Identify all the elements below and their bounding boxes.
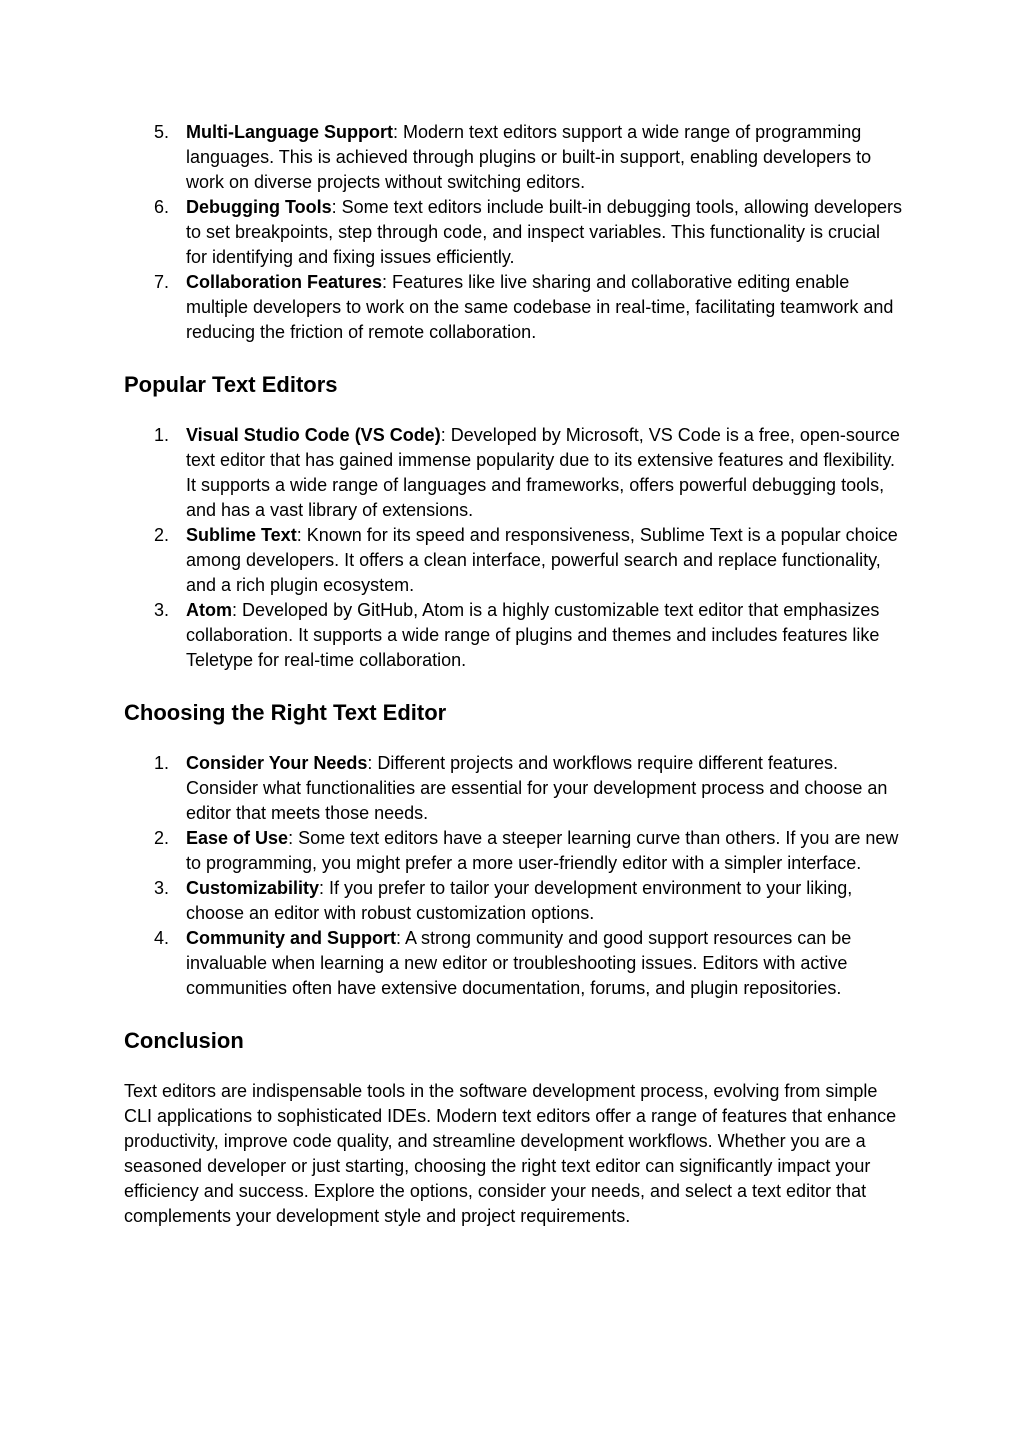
list-item: [124, 751, 904, 826]
list-number: 1.: [154, 753, 170, 773]
list-term: Customizability: [186, 878, 320, 898]
list-term: Collaboration Features: [186, 272, 383, 292]
features-list: [124, 120, 904, 345]
list-item: [124, 523, 904, 598]
list-item: [124, 826, 904, 876]
list-term: Sublime Text: [186, 525, 297, 545]
list-item: [124, 195, 904, 270]
list-number: 3.: [154, 878, 170, 898]
list-text: : Different projects and workflows require different features. Consider what functionalities are essential for your development process and choose an editor that meets those needs.: [186, 753, 888, 823]
list-number: 3.: [154, 600, 170, 620]
list-number: 2.: [154, 828, 170, 848]
document-page: [124, 120, 904, 1229]
list-text: : If you prefer to tailor your development environment to your liking, choose an editor with robust customization options.: [186, 878, 853, 923]
list-text: : A strong community and good support resources can be invaluable when learning a new editor or troubleshooting issues. Editors with active communities often have extensive documentation, forums, and plugin repositories.: [186, 928, 852, 998]
list-text: : Some text editors have a steeper learning curve than others. If you are new to programming, you might prefer a more user-friendly editor with a simpler interface.: [186, 828, 899, 873]
list-item: [124, 270, 904, 345]
list-text: : Known for its speed and responsiveness, Sublime Text is a popular choice among developers. It offers a clean interface, powerful search and replace functionality, and a rich plugin ecosystem.: [186, 525, 898, 595]
list-number: 6.: [154, 197, 170, 217]
popular-list: [124, 423, 904, 673]
list-number: 2.: [154, 525, 170, 545]
list-number: 4.: [154, 928, 170, 948]
section-heading-popular: Popular Text Editors: [124, 372, 338, 397]
conclusion-paragraph: Text editors are indispensable tools in the software development process, evolving from simple CLI applications to sophisticated IDEs. Modern text editors offer a range of features that enhance productivity, improve code quality, and streamline development workflows. Whether you are a seasoned developer or just starting, choosing the right text editor can significantly impact your efficiency and success. Explore the options, consider your needs, and select a text editor that complements your development style and project requirements.: [124, 1081, 897, 1226]
list-number: 1.: [154, 425, 170, 445]
list-term: Visual Studio Code (VS Code): [186, 425, 441, 445]
list-item: [124, 423, 904, 523]
list-text: : Developed by Microsoft, VS Code is a free, open-source text editor that has gained immense popularity due to its extensive features and flexibility. It supports a wide range of languages and frameworks, offers powerful debugging tools, and has a vast library of extensions.: [186, 425, 900, 520]
list-text: : Some text editors include built-in debugging tools, allowing developers to set breakpoints, step through code, and inspect variables. This functionality is crucial for identifying and fixing issues efficiently.: [186, 197, 902, 267]
list-item: [124, 120, 904, 195]
section-heading-choosing: Choosing the Right Text Editor: [124, 700, 447, 725]
list-text: : Features like live sharing and collaborative editing enable multiple developers to work on the same codebase in real-time, facilitating teamwork and reducing the friction of remote collaboration.: [186, 272, 894, 342]
list-text: : Modern text editors support a wide range of programming languages. This is achieved through plugins or built-in support, enabling developers to work on diverse projects without switching editors.: [186, 122, 872, 192]
list-term: Community and Support: [186, 928, 396, 948]
list-term: Multi-Language Support: [186, 122, 393, 142]
section-heading-conclusion: Conclusion: [124, 1028, 244, 1053]
list-number: 7.: [154, 272, 170, 292]
list-term: Atom: [186, 600, 232, 620]
list-item: [124, 926, 904, 1001]
list-text: : Developed by GitHub, Atom is a highly customizable text editor that emphasizes collaboration. It supports a wide range of plugins and themes and includes features like Teletype for real-time collaboration.: [186, 600, 880, 670]
list-term: Debugging Tools: [186, 197, 332, 217]
list-item: [124, 876, 904, 926]
list-term: Consider Your Needs: [186, 753, 368, 773]
choosing-list: [124, 751, 904, 1001]
list-item: [124, 598, 904, 673]
list-term: Ease of Use: [186, 828, 289, 848]
list-number: 5.: [154, 122, 170, 142]
